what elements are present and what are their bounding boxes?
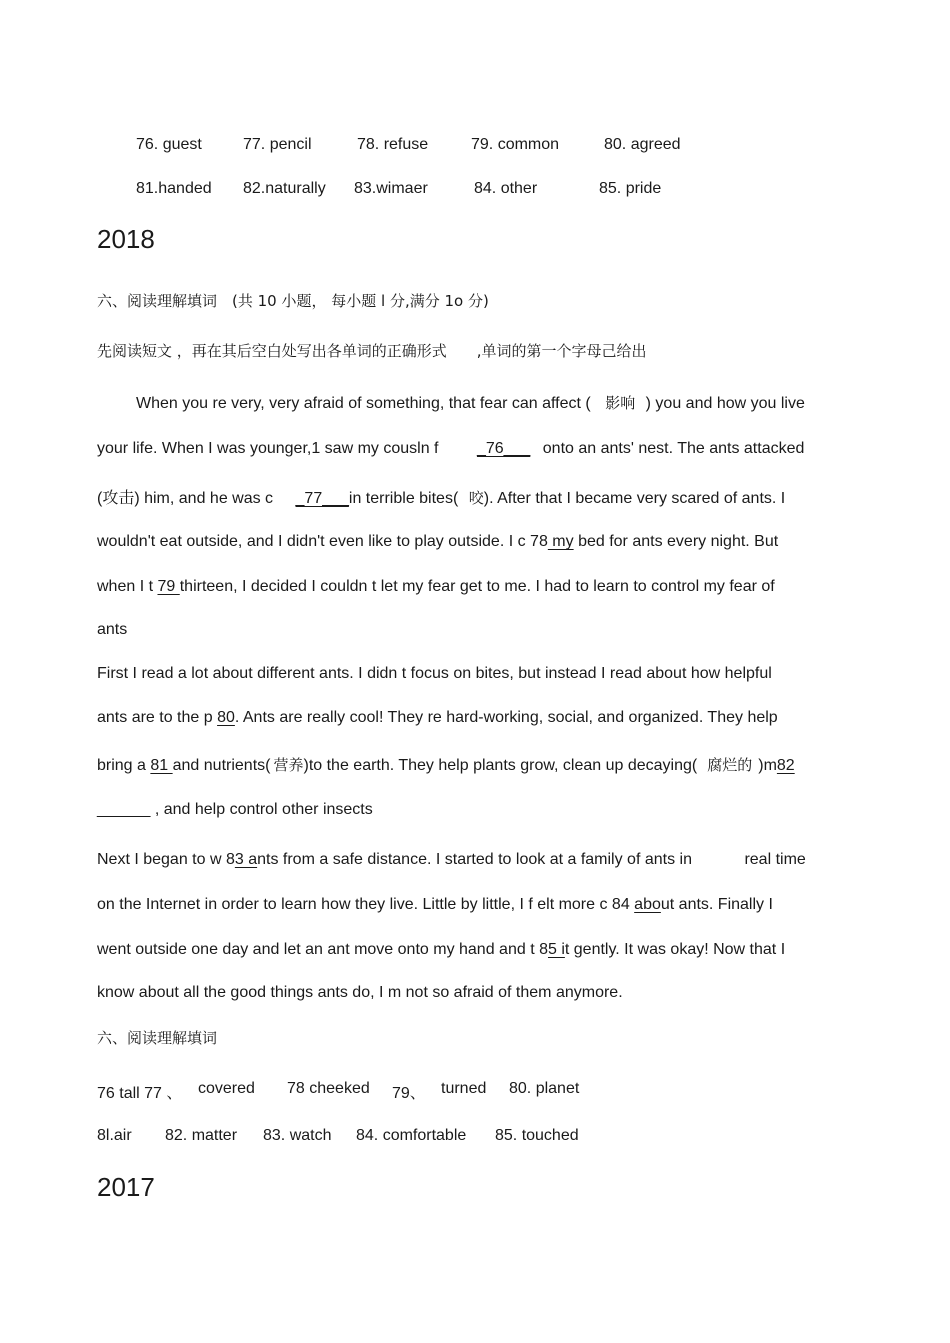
text: When you re very, very afraid of something, that fear can affect ( [136,395,591,412]
text: t gently. It was okay! Now that I [564,941,786,958]
key-78: 78 cheeked [287,1080,370,1097]
answer-82: 82.naturally [243,180,326,197]
blank-82: 82 [776,757,795,774]
blank-77: _77___ [295,490,349,507]
key-81: 8l.air [97,1127,132,1144]
blank-76: _76___ [476,440,531,457]
p2-line-4 [97,801,373,819]
answer-81: 81.handed [136,180,212,197]
blank-80: 80 [217,709,235,726]
p2-line-2 [97,709,778,727]
answer-84: 84. other [474,180,538,197]
blank-85: 5 i [547,941,565,958]
instructions: 先阅读短文 ，再在其后空白处写出各单词的正确形式 ,单词的第一个字母己给出 [97,342,647,360]
text: real time [744,851,806,868]
answer-key-title: 六、阅读理解填词 [97,1029,218,1047]
p1-line-4 [97,533,778,551]
answer-80: 80. agreed [604,136,681,153]
key-77: covered [198,1080,255,1097]
text: thirteen, I decided I couldn t let my fear get to me. I had to learn to control my fear of [179,578,775,595]
p3-line-2 [97,896,773,914]
answer-79: 79. common [471,136,560,153]
blank-83: 3 a [234,851,258,868]
answer-83: 83.wimaer [354,180,428,197]
answer-77: 77. pencil [243,136,312,153]
year-heading-2017: 2017 [97,1172,155,1202]
answer-85: 85. pride [599,180,662,197]
text: )m [758,757,777,774]
blank-79: 79 [157,578,180,595]
text: ants are to the p [97,709,218,726]
section-title: 六、阅读理解填词 (共 10 小题， 每小题 l 分,满分 1o 分) [97,292,489,310]
p2-line-3 [97,754,795,775]
gloss: 影响 [605,394,636,412]
p3-line-1 [97,851,806,869]
text: when I t [97,578,158,595]
text: ). After that I became very scared of ants. I [483,490,786,507]
answer-78: 78. refuse [357,136,429,153]
key-79: turned [441,1080,487,1097]
key-76-77: 76 tall 77 、 [97,1085,183,1102]
text: , and help control other insects [154,801,373,818]
key-80: 80. planet [509,1080,580,1097]
key-79-label: 79、 [392,1085,426,1102]
text: bed for ants every night. But [573,533,779,550]
text: . Ants are really cool! They re hard-working, social, and organized. They help [234,709,778,726]
gloss: 营养 [273,756,304,774]
text: (攻击) him, and he was c [97,490,274,507]
p1-line-1 [136,392,805,413]
text: bring a [97,757,151,774]
key-83: 83. watch [263,1127,332,1144]
key-82: 82. matter [165,1127,238,1144]
key-85: 85. touched [495,1127,579,1144]
p2-line-1: First I read a lot about different ants. I didn t focus on bites, but instead I read about how helpful [97,665,772,682]
p1-line-3 [97,485,785,508]
text: onto an ants' nest. The ants attacked [542,440,805,457]
p3-line-4: know about all the good things ants do, I m not so afraid of them anymore. [97,984,623,1001]
text: went outside one day and let an ant move onto my hand and t 8 [97,941,548,958]
text: ) you and how you live [645,395,805,412]
text: ______ [97,801,151,818]
p1-line-2 [97,440,804,458]
text: nts from a safe distance. I started to look at a family of ants in [257,851,692,868]
gloss: 咬 [468,489,484,507]
p1-line-6: ants [97,621,128,638]
blank-78: my [547,533,574,550]
text: and nutrients( [172,757,271,774]
blank-81: 81 [150,757,173,774]
gloss: 腐烂的 [707,756,753,774]
year-heading-2018: 2018 [97,224,155,254]
answer-76: 76. guest [136,136,202,153]
key-84: 84. comfortable [356,1127,467,1144]
text: ut ants. Finally I [660,896,773,913]
text: in terrible bites( [348,490,459,507]
text: Next I began to w 8 [97,851,235,868]
text: on the Internet in order to learn how they live. Little by little, I f elt more c 84 [97,896,635,913]
blank-84: abo [634,896,661,913]
text: your life. When I was younger,1 saw my cousln f [97,440,439,457]
p3-line-3 [97,941,785,959]
text: wouldn't eat outside, and I didn't even like to play outside. I c 78 [97,533,548,550]
p1-line-5 [97,578,775,596]
text: )to the earth. They help plants grow, clean up decaying( [303,757,698,774]
